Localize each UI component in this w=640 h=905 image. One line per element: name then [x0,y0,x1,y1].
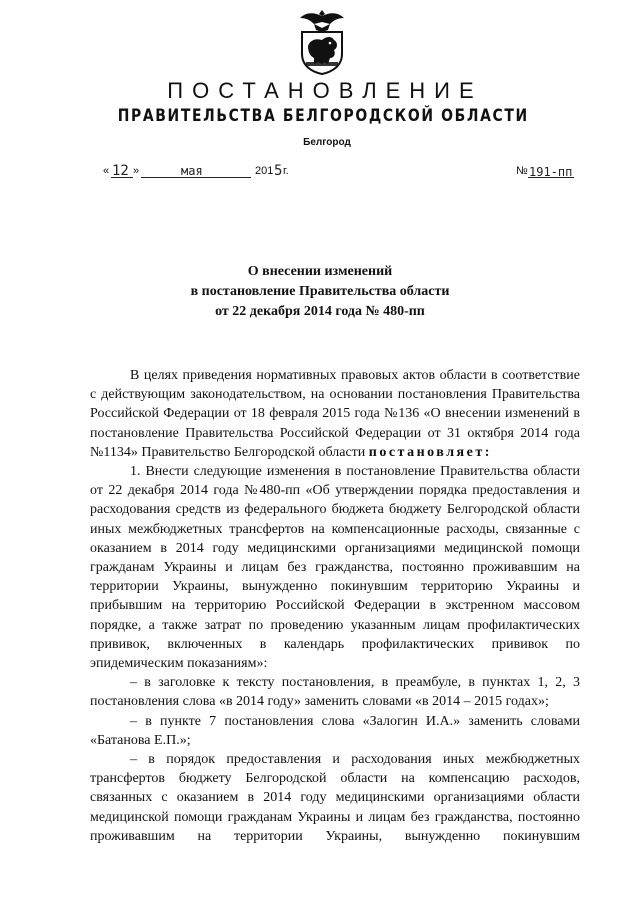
bullet-paragraph-1: – в заголовке к тексту постановления, в преамбуле, в пунктах 1, 2, 3 постановления слова «в 2014 году» заменить словами «в 2014 – 2015 годах»; [90,675,580,710]
title-line-1: О внесении изменений [247,264,393,279]
number-underline [528,177,574,178]
date-year-prefix: 201 [255,165,274,177]
number-value: 191-пп [529,165,573,179]
number-sign: № [516,165,528,177]
city-name: Белгород [303,137,351,148]
date-open-quote: « [103,165,110,177]
date-month: мая [181,164,203,178]
date-year-suffix: г. [283,165,289,177]
bullet-paragraph-3: – в порядок предоставления и расходования иных межбюджетных трансфертов бюджету Белгородской области на компенсацию расходов, связанных с оказанием в 2014 году медицинскими организациями области медицинской помощи гражданам Украины и лицам без гражданства, постоянно проживавшим на территории Украины, вынужденно покинувшим [90,752,580,844]
bullet-paragraph-2: – в пункте 7 постановления слова «Залогин И.А.» заменить словами «Батанова Е.П.»; [90,713,580,748]
preamble-text: В целях приведения нормативных правовых актов области в соответствие с действующим законодательством, на основании постановления Правительства Российской Федерации от 18 февраля 2015 года №136 «О внесении изменений в постановление Правительства Российской Федерации от 31 октября 2014 года №1134» Правительство Белгородской области [90,368,580,460]
document-number [516,160,576,180]
day-underline [111,177,133,178]
date-year-digit: 5 [274,163,283,179]
title-line-2: в постановление Правительства области [190,284,450,299]
title-line-3: от 22 декабря 2014 года № 480-пп [215,304,425,319]
issuing-authority: ПРАВИТЕЛЬСТВА БЕЛГОРОДСКОЙ ОБЛАСТИ [117,106,529,126]
date-day: 12 [112,163,129,179]
document-date [103,160,303,180]
preamble-paragraph [90,366,580,462]
document-title [0,262,640,322]
resolves-word: постановляет: [368,444,492,460]
document-body [90,366,580,846]
coat-of-arms-emblem [292,6,352,76]
document-type-heading: ПОСТАНОВЛЕНИЕ [167,78,483,103]
date-close-quote: » [133,165,140,177]
item-1-paragraph: 1. Внести следующие изменения в постановление Правительства области от 22 декабря 2014 года №480-пп «Об утверждении порядка предоставления и расходования средств из федерального бюджета бюджету Белгородской области иных межбюджетных трансфертов на компенсационные расходы, связанные с оказанием в 2014 году медицинскими организациями медицинской помощи гражданам Украины и лицам без гражданства, постоянно проживавшим на территории Украины, вынужденно покинувшим территорию Украины и прибывшим на территорию Российской Федерации в экстренном массовом порядке, а также затрат по проведению указанным лицам профилактических прививок, включенных в календарь профилактических прививок по эпидемическим показаниям»: [90,464,580,672]
